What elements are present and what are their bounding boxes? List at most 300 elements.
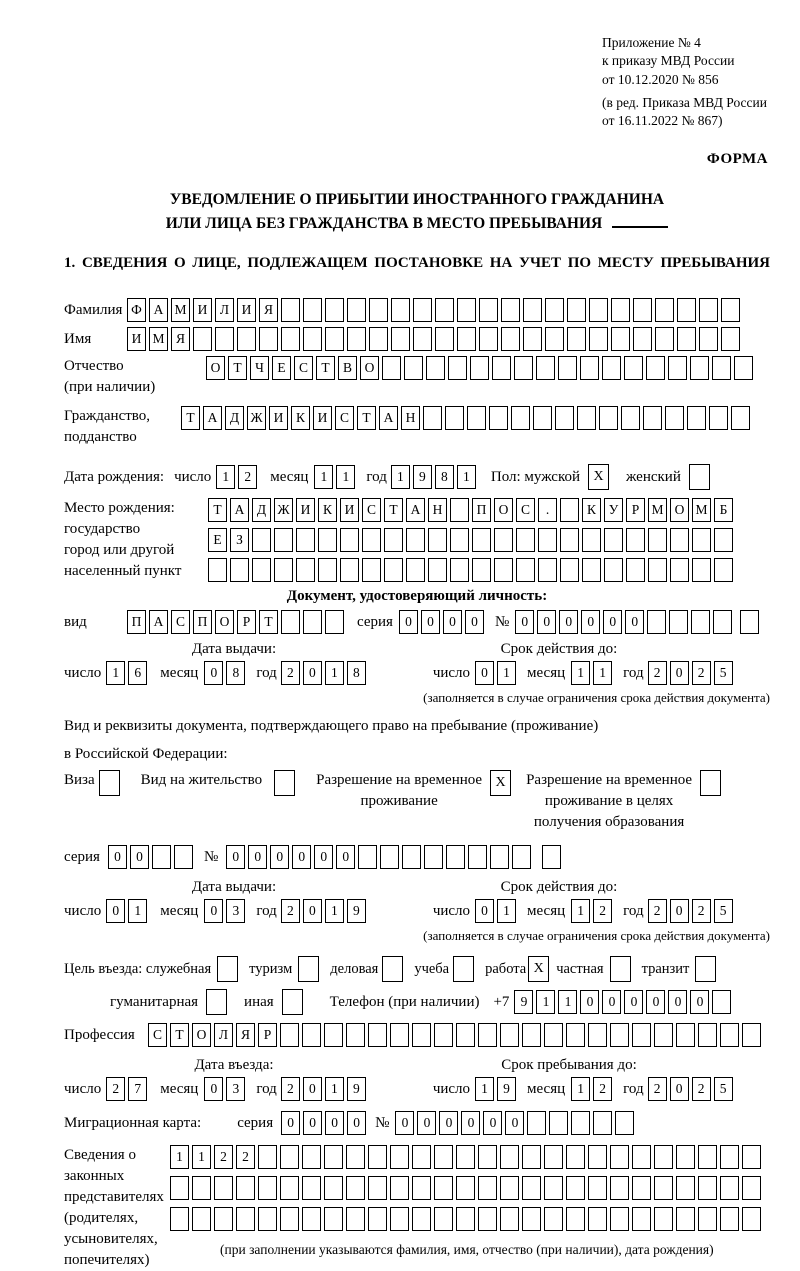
char-box[interactable]: [544, 1023, 563, 1047]
char-box[interactable]: [230, 558, 249, 582]
char-box[interactable]: [624, 356, 643, 380]
char-box[interactable]: [456, 1176, 475, 1200]
char-box[interactable]: 0: [106, 899, 125, 923]
char-box[interactable]: [428, 558, 447, 582]
char-box[interactable]: 6: [128, 661, 147, 685]
char-box[interactable]: [434, 1023, 453, 1047]
char-box[interactable]: [324, 1023, 343, 1047]
char-box[interactable]: [479, 327, 498, 351]
char-box[interactable]: [324, 1145, 343, 1169]
char-box[interactable]: Ф: [127, 298, 146, 322]
char-box[interactable]: [362, 558, 381, 582]
char-box[interactable]: А: [379, 406, 398, 430]
char-box[interactable]: [446, 845, 465, 869]
char-box[interactable]: Т: [259, 610, 278, 634]
char-box[interactable]: [512, 845, 531, 869]
purpose-tourism-checkbox[interactable]: [298, 956, 319, 982]
char-box[interactable]: [712, 356, 731, 380]
char-box[interactable]: [303, 327, 322, 351]
char-box[interactable]: [478, 1176, 497, 1200]
char-box[interactable]: [544, 1176, 563, 1200]
char-box[interactable]: [648, 528, 667, 552]
char-box[interactable]: Н: [428, 498, 447, 522]
char-box[interactable]: [318, 528, 337, 552]
char-box[interactable]: [346, 1023, 365, 1047]
char-box[interactable]: [478, 1145, 497, 1169]
char-box[interactable]: [368, 1176, 387, 1200]
char-box[interactable]: [500, 1145, 519, 1169]
char-box[interactable]: [632, 1023, 651, 1047]
char-box[interactable]: Е: [208, 528, 227, 552]
char-box[interactable]: [252, 558, 271, 582]
char-box[interactable]: 1: [216, 465, 235, 489]
char-box[interactable]: 1: [325, 1077, 344, 1101]
char-box[interactable]: 0: [226, 845, 245, 869]
char-box[interactable]: [734, 356, 753, 380]
char-box[interactable]: [412, 1145, 431, 1169]
char-box[interactable]: [391, 327, 410, 351]
char-box[interactable]: [742, 1145, 761, 1169]
char-box[interactable]: [193, 327, 212, 351]
char-box[interactable]: [655, 327, 674, 351]
char-box[interactable]: 2: [648, 899, 667, 923]
char-box[interactable]: 0: [602, 990, 621, 1014]
char-box[interactable]: [566, 1145, 585, 1169]
char-box[interactable]: 9: [347, 1077, 366, 1101]
char-box[interactable]: 0: [537, 610, 556, 634]
char-box[interactable]: [511, 406, 530, 430]
char-box[interactable]: [721, 327, 740, 351]
char-box[interactable]: А: [149, 610, 168, 634]
char-box[interactable]: Т: [384, 498, 403, 522]
char-box[interactable]: [358, 845, 377, 869]
residence-permit-checkbox[interactable]: [274, 770, 295, 796]
char-box[interactable]: 0: [130, 845, 149, 869]
char-box[interactable]: [522, 1207, 541, 1231]
char-box[interactable]: Т: [228, 356, 247, 380]
char-box[interactable]: [545, 298, 564, 322]
char-box[interactable]: Е: [272, 356, 291, 380]
char-box[interactable]: [566, 1176, 585, 1200]
char-box[interactable]: 0: [505, 1111, 524, 1135]
char-box[interactable]: 1: [325, 899, 344, 923]
char-box[interactable]: [643, 406, 662, 430]
char-box[interactable]: К: [318, 498, 337, 522]
char-box[interactable]: [302, 1176, 321, 1200]
char-box[interactable]: 0: [580, 990, 599, 1014]
char-box[interactable]: [382, 356, 401, 380]
char-box[interactable]: [281, 610, 300, 634]
char-box[interactable]: П: [472, 498, 491, 522]
char-box[interactable]: Т: [170, 1023, 189, 1047]
char-box[interactable]: 0: [624, 990, 643, 1014]
char-box[interactable]: [611, 327, 630, 351]
char-box[interactable]: [428, 528, 447, 552]
char-box[interactable]: 1: [457, 465, 476, 489]
char-box[interactable]: [698, 1176, 717, 1200]
char-box[interactable]: 0: [314, 845, 333, 869]
char-box[interactable]: [544, 1145, 563, 1169]
char-box[interactable]: 2: [281, 899, 300, 923]
char-box[interactable]: [699, 298, 718, 322]
char-box[interactable]: [280, 1207, 299, 1231]
char-box[interactable]: [500, 1023, 519, 1047]
char-box[interactable]: [714, 558, 733, 582]
char-box[interactable]: С: [148, 1023, 167, 1047]
char-box[interactable]: [478, 1023, 497, 1047]
char-box[interactable]: [237, 327, 256, 351]
char-box[interactable]: 1: [497, 899, 516, 923]
char-box[interactable]: [610, 1023, 629, 1047]
char-box[interactable]: Ж: [247, 406, 266, 430]
char-box[interactable]: Р: [258, 1023, 277, 1047]
char-box[interactable]: [340, 558, 359, 582]
char-box[interactable]: [610, 1207, 629, 1231]
char-box[interactable]: .: [538, 498, 557, 522]
char-box[interactable]: 0: [204, 899, 223, 923]
char-box[interactable]: [544, 1207, 563, 1231]
char-box[interactable]: [709, 406, 728, 430]
char-box[interactable]: И: [296, 498, 315, 522]
char-box[interactable]: [633, 298, 652, 322]
char-box[interactable]: [472, 528, 491, 552]
char-box[interactable]: [690, 356, 709, 380]
char-box[interactable]: [522, 1023, 541, 1047]
char-box[interactable]: [580, 356, 599, 380]
char-box[interactable]: [560, 498, 579, 522]
char-box[interactable]: Т: [208, 498, 227, 522]
char-box[interactable]: [670, 528, 689, 552]
char-box[interactable]: [362, 528, 381, 552]
char-box[interactable]: [676, 1145, 695, 1169]
purpose-other-checkbox[interactable]: [282, 989, 303, 1015]
char-box[interactable]: [720, 1145, 739, 1169]
char-box[interactable]: [434, 1176, 453, 1200]
char-box[interactable]: 1: [475, 1077, 494, 1101]
char-box[interactable]: [555, 406, 574, 430]
char-box[interactable]: [384, 558, 403, 582]
char-box[interactable]: О: [206, 356, 225, 380]
char-box[interactable]: С: [335, 406, 354, 430]
char-box[interactable]: И: [237, 298, 256, 322]
char-box[interactable]: [325, 610, 344, 634]
char-box[interactable]: 2: [692, 1077, 711, 1101]
char-box[interactable]: [720, 1023, 739, 1047]
char-box[interactable]: [721, 298, 740, 322]
char-box[interactable]: [423, 406, 442, 430]
char-box[interactable]: [404, 356, 423, 380]
char-box[interactable]: [567, 298, 586, 322]
char-box[interactable]: [258, 1176, 277, 1200]
char-box[interactable]: [324, 1176, 343, 1200]
char-box[interactable]: Я: [259, 298, 278, 322]
char-box[interactable]: [435, 327, 454, 351]
char-box[interactable]: [593, 1111, 612, 1135]
char-box[interactable]: [522, 1145, 541, 1169]
char-box[interactable]: [258, 1207, 277, 1231]
char-box[interactable]: [435, 298, 454, 322]
char-box[interactable]: 1: [106, 661, 125, 685]
char-box[interactable]: [340, 528, 359, 552]
char-box[interactable]: [215, 327, 234, 351]
char-box[interactable]: О: [215, 610, 234, 634]
char-box[interactable]: 0: [325, 1111, 344, 1135]
char-box[interactable]: [152, 845, 171, 869]
char-box[interactable]: А: [406, 498, 425, 522]
char-box[interactable]: 8: [347, 661, 366, 685]
char-box[interactable]: 1: [336, 465, 355, 489]
char-box[interactable]: 5: [714, 661, 733, 685]
char-box[interactable]: [588, 1176, 607, 1200]
char-box[interactable]: Я: [236, 1023, 255, 1047]
char-box[interactable]: [413, 298, 432, 322]
char-box[interactable]: 8: [435, 465, 454, 489]
char-box[interactable]: Т: [357, 406, 376, 430]
char-box[interactable]: 0: [475, 661, 494, 685]
char-box[interactable]: [280, 1176, 299, 1200]
char-box[interactable]: 0: [670, 1077, 689, 1101]
char-box[interactable]: К: [582, 498, 601, 522]
char-box[interactable]: [479, 298, 498, 322]
char-box[interactable]: [192, 1207, 211, 1231]
char-box[interactable]: [450, 558, 469, 582]
char-box[interactable]: 0: [303, 1077, 322, 1101]
char-box[interactable]: [676, 1023, 695, 1047]
char-box[interactable]: 5: [714, 899, 733, 923]
char-box[interactable]: 2: [106, 1077, 125, 1101]
char-box[interactable]: О: [360, 356, 379, 380]
char-box[interactable]: И: [340, 498, 359, 522]
char-box[interactable]: О: [494, 498, 513, 522]
char-box[interactable]: [523, 298, 542, 322]
char-box[interactable]: [346, 1145, 365, 1169]
char-box[interactable]: [713, 610, 732, 634]
char-box[interactable]: 3: [226, 1077, 245, 1101]
char-box[interactable]: [280, 1023, 299, 1047]
purpose-transit-checkbox[interactable]: [695, 956, 716, 982]
char-box[interactable]: [648, 558, 667, 582]
char-box[interactable]: О: [670, 498, 689, 522]
char-box[interactable]: [560, 528, 579, 552]
char-box[interactable]: [523, 327, 542, 351]
char-box[interactable]: 0: [292, 845, 311, 869]
char-box[interactable]: Р: [626, 498, 645, 522]
char-box[interactable]: [677, 298, 696, 322]
char-box[interactable]: [677, 327, 696, 351]
char-box[interactable]: С: [294, 356, 313, 380]
char-box[interactable]: 0: [668, 990, 687, 1014]
char-box[interactable]: [412, 1023, 431, 1047]
char-box[interactable]: [380, 845, 399, 869]
char-box[interactable]: [302, 1207, 321, 1231]
char-box[interactable]: [536, 356, 555, 380]
char-box[interactable]: 1: [571, 661, 590, 685]
char-box[interactable]: [456, 1023, 475, 1047]
char-box[interactable]: [626, 558, 645, 582]
char-box[interactable]: [654, 1145, 673, 1169]
char-box[interactable]: 0: [515, 610, 534, 634]
char-box[interactable]: 0: [347, 1111, 366, 1135]
char-box[interactable]: [589, 327, 608, 351]
temp-residence-checkbox[interactable]: X: [490, 770, 511, 796]
char-box[interactable]: 2: [238, 465, 257, 489]
char-box[interactable]: 1: [536, 990, 555, 1014]
char-box[interactable]: [494, 528, 513, 552]
char-box[interactable]: [434, 1145, 453, 1169]
char-box[interactable]: [368, 1023, 387, 1047]
char-box[interactable]: [390, 1023, 409, 1047]
char-box[interactable]: [346, 1176, 365, 1200]
char-box[interactable]: [588, 1145, 607, 1169]
char-box[interactable]: [390, 1176, 409, 1200]
char-box[interactable]: [699, 327, 718, 351]
char-box[interactable]: [731, 406, 750, 430]
char-box[interactable]: [714, 528, 733, 552]
char-box[interactable]: 0: [204, 1077, 223, 1101]
char-box[interactable]: [604, 528, 623, 552]
char-box[interactable]: 9: [413, 465, 432, 489]
char-box[interactable]: 2: [281, 1077, 300, 1101]
char-box[interactable]: [406, 558, 425, 582]
char-box[interactable]: С: [362, 498, 381, 522]
char-box[interactable]: [602, 356, 621, 380]
char-box[interactable]: [742, 1176, 761, 1200]
char-box[interactable]: М: [692, 498, 711, 522]
male-checkbox[interactable]: X: [588, 464, 609, 490]
char-box[interactable]: [501, 327, 520, 351]
char-box[interactable]: [549, 1111, 568, 1135]
purpose-business-checkbox[interactable]: [382, 956, 403, 982]
char-box[interactable]: Р: [237, 610, 256, 634]
char-box[interactable]: И: [313, 406, 332, 430]
char-box[interactable]: [347, 327, 366, 351]
char-box[interactable]: [560, 558, 579, 582]
char-box[interactable]: [538, 528, 557, 552]
char-box[interactable]: Н: [401, 406, 420, 430]
char-box[interactable]: 5: [714, 1077, 733, 1101]
char-box[interactable]: 3: [226, 899, 245, 923]
char-box[interactable]: [302, 1023, 321, 1047]
char-box[interactable]: [698, 1023, 717, 1047]
char-box[interactable]: [516, 528, 535, 552]
char-box[interactable]: [214, 1176, 233, 1200]
char-box[interactable]: [501, 298, 520, 322]
char-box[interactable]: [467, 406, 486, 430]
char-box[interactable]: 0: [475, 899, 494, 923]
char-box[interactable]: 1: [391, 465, 410, 489]
char-box[interactable]: [740, 610, 759, 634]
char-box[interactable]: 0: [395, 1111, 414, 1135]
char-box[interactable]: 0: [303, 661, 322, 685]
char-box[interactable]: В: [338, 356, 357, 380]
char-box[interactable]: [516, 558, 535, 582]
char-box[interactable]: [582, 558, 601, 582]
char-box[interactable]: [426, 356, 445, 380]
char-box[interactable]: [325, 327, 344, 351]
char-box[interactable]: [369, 327, 388, 351]
char-box[interactable]: [720, 1207, 739, 1231]
char-box[interactable]: 0: [270, 845, 289, 869]
char-box[interactable]: [296, 528, 315, 552]
char-box[interactable]: [610, 1176, 629, 1200]
char-box[interactable]: М: [149, 327, 168, 351]
char-box[interactable]: [448, 356, 467, 380]
char-box[interactable]: [567, 327, 586, 351]
char-box[interactable]: Ч: [250, 356, 269, 380]
char-box[interactable]: [424, 845, 443, 869]
char-box[interactable]: 1: [192, 1145, 211, 1169]
char-box[interactable]: 7: [128, 1077, 147, 1101]
char-box[interactable]: [742, 1207, 761, 1231]
char-box[interactable]: 1: [314, 465, 333, 489]
char-box[interactable]: [665, 406, 684, 430]
char-box[interactable]: [296, 558, 315, 582]
char-box[interactable]: 1: [128, 899, 147, 923]
char-box[interactable]: [492, 356, 511, 380]
char-box[interactable]: 0: [399, 610, 418, 634]
char-box[interactable]: [692, 558, 711, 582]
char-box[interactable]: Б: [714, 498, 733, 522]
char-box[interactable]: [582, 528, 601, 552]
char-box[interactable]: [281, 327, 300, 351]
char-box[interactable]: 0: [625, 610, 644, 634]
char-box[interactable]: [542, 845, 561, 869]
char-box[interactable]: 0: [559, 610, 578, 634]
char-box[interactable]: Т: [316, 356, 335, 380]
char-box[interactable]: 1: [593, 661, 612, 685]
char-box[interactable]: [646, 356, 665, 380]
char-box[interactable]: 9: [497, 1077, 516, 1101]
char-box[interactable]: [691, 610, 710, 634]
char-box[interactable]: 0: [281, 1111, 300, 1135]
char-box[interactable]: [174, 845, 193, 869]
char-box[interactable]: [676, 1207, 695, 1231]
char-box[interactable]: [258, 1145, 277, 1169]
purpose-private-checkbox[interactable]: [610, 956, 631, 982]
char-box[interactable]: [280, 1145, 299, 1169]
char-box[interactable]: 1: [170, 1145, 189, 1169]
char-box[interactable]: 9: [514, 990, 533, 1014]
char-box[interactable]: [450, 498, 469, 522]
char-box[interactable]: 0: [443, 610, 462, 634]
char-box[interactable]: [712, 990, 731, 1014]
char-box[interactable]: [632, 1145, 651, 1169]
char-box[interactable]: [500, 1176, 519, 1200]
char-box[interactable]: [346, 1207, 365, 1231]
char-box[interactable]: [368, 1207, 387, 1231]
char-box[interactable]: [303, 298, 322, 322]
char-box[interactable]: 0: [108, 845, 127, 869]
char-box[interactable]: [192, 1176, 211, 1200]
char-box[interactable]: [720, 1176, 739, 1200]
char-box[interactable]: 0: [670, 899, 689, 923]
char-box[interactable]: 0: [690, 990, 709, 1014]
char-box[interactable]: 0: [303, 899, 322, 923]
char-box[interactable]: [589, 298, 608, 322]
char-box[interactable]: [259, 327, 278, 351]
char-box[interactable]: [214, 1207, 233, 1231]
char-box[interactable]: 1: [325, 661, 344, 685]
char-box[interactable]: Ж: [274, 498, 293, 522]
char-box[interactable]: 2: [648, 1077, 667, 1101]
char-box[interactable]: 0: [336, 845, 355, 869]
char-box[interactable]: [390, 1145, 409, 1169]
char-box[interactable]: С: [171, 610, 190, 634]
char-box[interactable]: [676, 1176, 695, 1200]
char-box[interactable]: [324, 1207, 343, 1231]
char-box[interactable]: [647, 610, 666, 634]
char-box[interactable]: [489, 406, 508, 430]
